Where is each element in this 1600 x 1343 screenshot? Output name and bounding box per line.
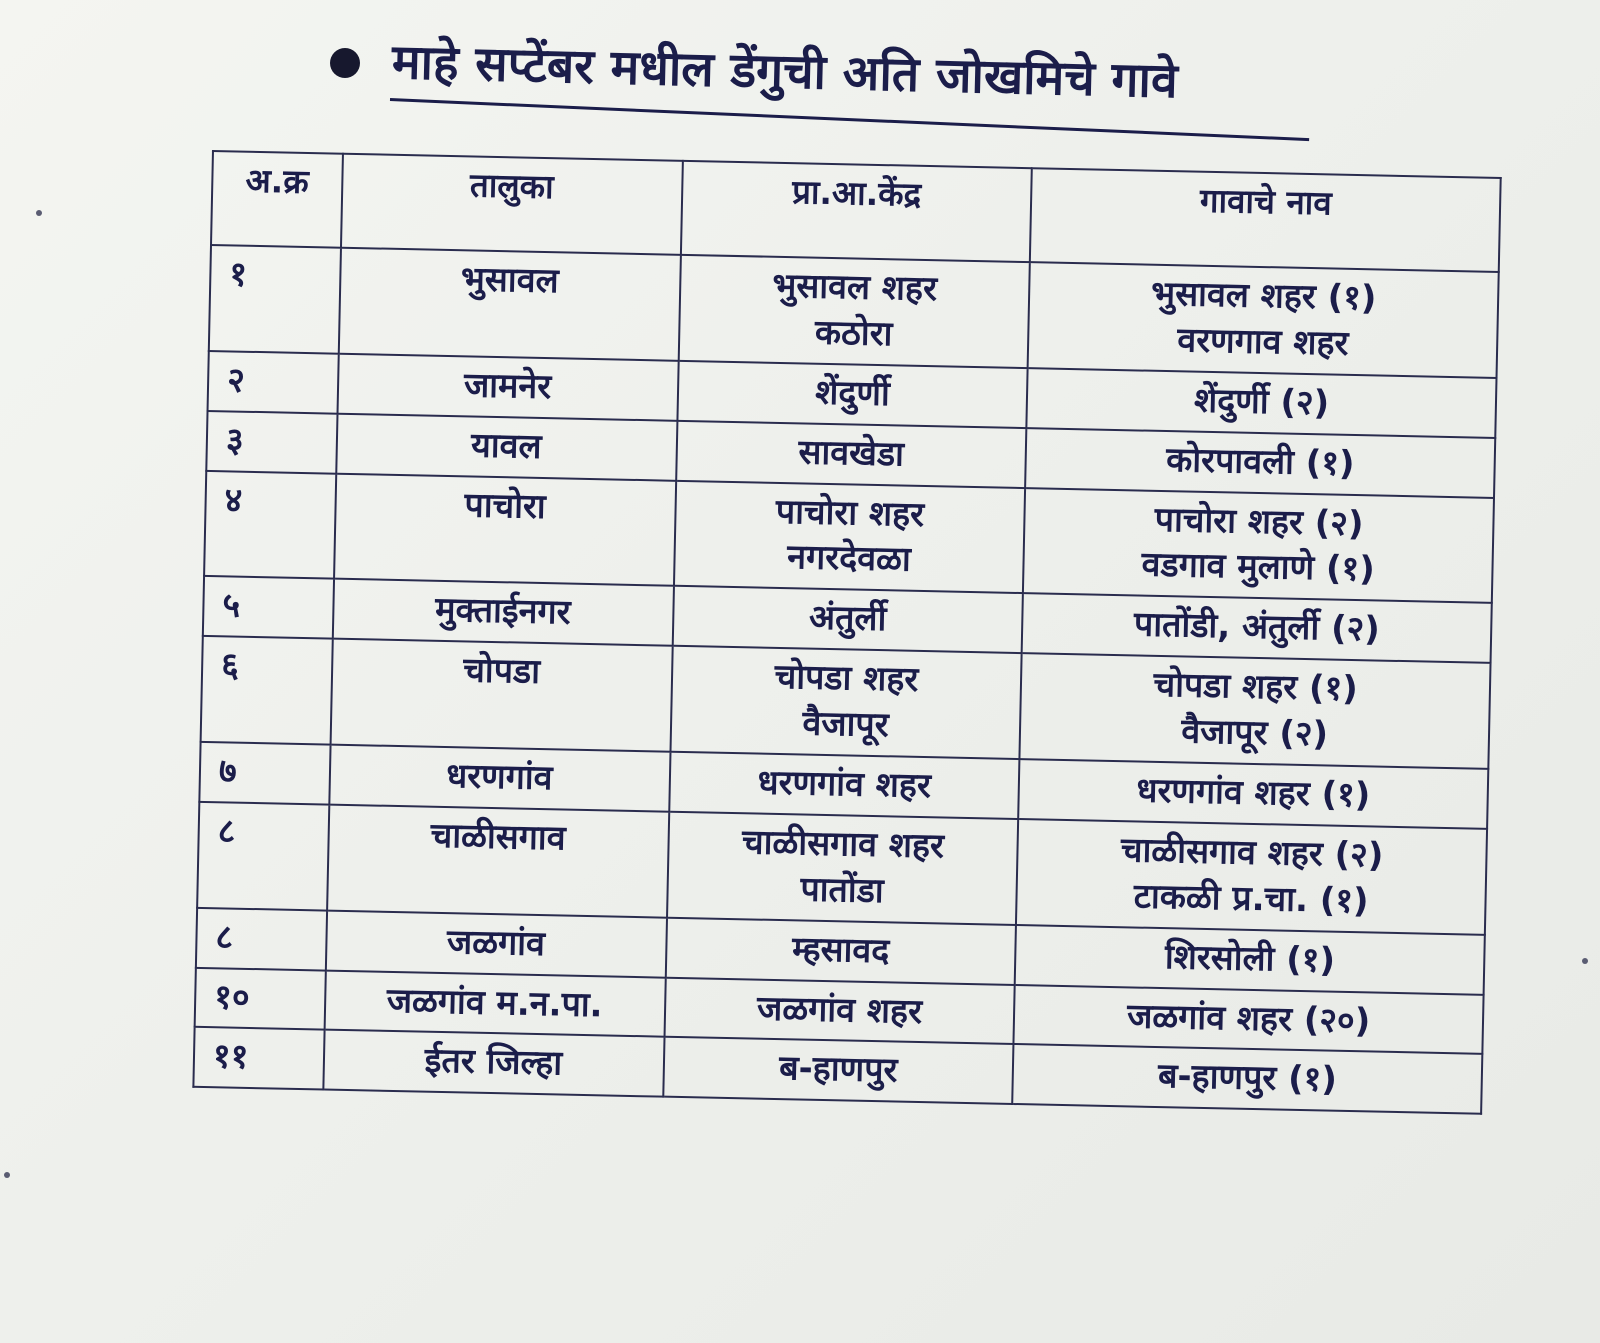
phc-cell	[678, 255, 1030, 368]
village-name: धरणगांव शहर (१)	[1136, 770, 1371, 816]
village-cell	[1014, 985, 1484, 1055]
header-village-name: गावाचे नाव	[1030, 168, 1500, 272]
village-cell	[1022, 593, 1492, 663]
taluka-cell: धरणगांव	[329, 745, 670, 812]
village-name: कोरपावली (१)	[1165, 439, 1355, 484]
village-name: चाळीसगाव शहर (२)	[1120, 830, 1384, 876]
header-serial-no: अ.क्र	[211, 151, 342, 248]
serial-no-cell: ७	[199, 742, 330, 805]
table-body	[193, 245, 1498, 1114]
phc-cell	[670, 646, 1022, 759]
phc-name: ब-हाणपुर	[778, 1048, 898, 1092]
taluka-cell: जळगांव	[325, 910, 666, 977]
taluka-cell: पाचोरा	[334, 473, 676, 586]
taluka-cell: भुसावल	[338, 248, 680, 361]
phc-name: नगरदेवळा	[786, 537, 912, 581]
phc-name: पाचोरा शहर	[775, 491, 925, 535]
phc-name: चोपडा शहर	[774, 657, 919, 701]
taluka-cell: जामनेर	[337, 353, 678, 420]
phc-name: कठोरा	[814, 312, 893, 355]
village-cell	[1019, 759, 1489, 829]
village-cell	[1023, 488, 1494, 604]
village-name: टाकळी प्र.चा. (१)	[1133, 876, 1369, 922]
village-cell	[1027, 368, 1497, 438]
phc-name: वैजापूर	[802, 703, 890, 746]
paper-speck	[1582, 958, 1588, 964]
document-title-block	[330, 20, 1340, 140]
header-phc: प्रा.आ.केंद्र	[680, 161, 1032, 262]
phc-name: धरणगांव शहर	[757, 762, 932, 807]
phc-cell	[667, 812, 1019, 925]
header-taluka: तालुका	[340, 154, 682, 255]
village-name: पातोंडी, अंतुर्ली (२)	[1133, 604, 1381, 650]
village-name: ब-हाणपुर (१)	[1157, 1056, 1338, 1101]
village-name: भुसावल शहर (१)	[1150, 273, 1377, 319]
taluka-cell: मुक्ताईनगर	[332, 579, 673, 646]
bullet-icon	[330, 48, 360, 78]
phc-cell	[672, 586, 1023, 653]
serial-no-cell: १	[209, 245, 341, 353]
serial-no-cell: ६	[201, 636, 333, 744]
village-cell	[1025, 428, 1495, 498]
serial-no-cell: २	[208, 351, 339, 414]
document-title: माहे सप्टेंबर मधील डेंगुची अति जोखमिचे गावे	[391, 34, 1179, 110]
paper-speck	[36, 210, 42, 216]
village-name: जळगांव शहर (२०)	[1126, 995, 1371, 1042]
phc-name: चाळीसगाव शहर	[741, 822, 945, 867]
phc-cell	[665, 917, 1016, 984]
village-name: वरणगाव शहर	[1176, 320, 1349, 364]
serial-no-cell: ११	[193, 1027, 324, 1090]
village-name: शेंदुर्णी (२)	[1193, 380, 1330, 424]
taluka-cell: चोपडा	[330, 639, 672, 752]
dengue-risk-villages-table	[192, 150, 1501, 1115]
village-name: पाचोरा शहर (२)	[1154, 499, 1364, 544]
phc-name: पातोंडा	[800, 869, 885, 912]
serial-no-cell: ३	[206, 411, 337, 474]
serial-no-cell: ८	[197, 802, 329, 910]
taluka-cell: चाळीसगाव	[327, 804, 669, 917]
serial-no-cell: ८	[196, 908, 327, 971]
phc-name: अंतुर्ली	[808, 597, 887, 640]
village-cell	[1016, 819, 1487, 935]
taluka-cell: यावल	[336, 413, 677, 480]
paper-speck	[4, 1172, 10, 1178]
village-cell	[1013, 1044, 1483, 1114]
table-container	[192, 150, 1501, 1115]
village-cell	[1028, 262, 1499, 378]
phc-name: जळगांव शहर	[756, 988, 923, 1032]
taluka-cell: जळगांव म.न.पा.	[324, 970, 665, 1037]
phc-name: भुसावल शहर	[772, 265, 938, 310]
village-cell	[1020, 653, 1491, 769]
phc-cell	[664, 977, 1015, 1044]
village-name: चोपडा शहर (१)	[1153, 665, 1359, 710]
village-name: वैजापूर (२)	[1180, 711, 1329, 755]
village-cell	[1015, 925, 1485, 995]
serial-no-cell: १०	[195, 967, 326, 1030]
phc-cell	[669, 752, 1020, 819]
phc-cell	[673, 480, 1025, 593]
village-name: वडगाव मुलाणे (१)	[1141, 545, 1376, 590]
serial-no-cell: ५	[203, 576, 334, 639]
phc-name: शेंदुर्णी	[814, 372, 891, 415]
taluka-cell: ईतर जिल्हा	[323, 1030, 664, 1097]
phc-cell	[676, 420, 1027, 487]
village-name: शिरसोली (१)	[1164, 936, 1336, 981]
phc-name: सावखेडा	[798, 432, 905, 475]
phc-name: म्हसावद	[791, 929, 890, 972]
phc-cell	[677, 361, 1028, 428]
serial-no-cell: ४	[204, 471, 336, 579]
phc-cell	[663, 1037, 1014, 1104]
